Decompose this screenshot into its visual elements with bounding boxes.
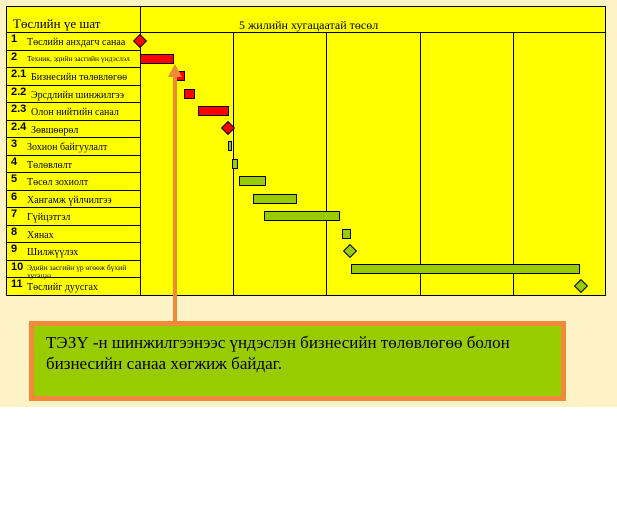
arrow-shaft	[173, 76, 177, 321]
gantt-bar	[228, 141, 233, 151]
gantt-chart	[6, 6, 606, 296]
row-divider	[7, 190, 140, 191]
period-divider	[326, 32, 327, 295]
row-number: 4	[11, 155, 18, 168]
row-number: 2.3	[11, 103, 27, 115]
callout-box	[29, 321, 566, 401]
row-label: Төлөвлөлт	[27, 159, 73, 171]
row-number: 8	[11, 225, 18, 238]
row-divider	[7, 67, 140, 68]
row-number: 2.4	[11, 120, 27, 133]
row-label: Олон нийтийн санал	[31, 107, 119, 118]
row-label: Техник, эдийн засгийн үндэслэл	[27, 53, 130, 63]
row-label: Зөвшөөрөл	[31, 124, 79, 136]
gantt-bar	[342, 229, 350, 239]
header-divider	[7, 32, 605, 33]
row-divider	[7, 207, 140, 208]
row-number: 9	[11, 243, 18, 255]
row-divider	[7, 172, 140, 173]
row-label: Бизнесийн төлөвлөгөө	[31, 72, 128, 83]
stage-column-divider	[140, 7, 141, 295]
row-label: Төсөл зохиолт	[27, 177, 89, 188]
row-label: Зохион байгуулалт	[27, 142, 108, 153]
row-label: Төслийг дуусгах	[27, 282, 98, 293]
row-number: 2.1	[11, 68, 27, 80]
row-divider	[7, 260, 140, 261]
timeline-header: 5 жилийн хугацаатай төсөл	[239, 18, 379, 32]
row-label: Эрсдлийн шинжилгээ	[31, 89, 125, 101]
row-label: Хангамж үйлчилгээ	[27, 194, 112, 206]
row-divider	[7, 225, 140, 226]
gantt-bar	[351, 264, 580, 274]
gantt-bar	[239, 176, 266, 186]
row-number: 1	[11, 33, 18, 45]
milestone-diamond	[343, 243, 357, 257]
row-label: Эдийн засгийн үр өгөөж бүхий хугацаа	[27, 263, 127, 280]
stage-column-header: Төслийн үе шат	[13, 16, 101, 31]
row-divider	[7, 85, 140, 86]
row-divider	[7, 295, 140, 296]
row-number: 5	[11, 173, 18, 185]
gantt-bar	[253, 194, 297, 204]
gantt-bar	[184, 89, 195, 99]
milestone-diamond	[574, 278, 588, 292]
row-divider	[7, 50, 140, 51]
row-label: Гүйцэтгэл	[27, 212, 71, 223]
row-number: 3	[11, 138, 18, 150]
row-number: 2.2	[11, 85, 27, 98]
row-number: 6	[11, 190, 18, 203]
row-label: Төслийн анхдагч санаа	[27, 37, 126, 48]
row-divider	[7, 242, 140, 243]
row-number: 11	[11, 278, 23, 290]
gantt-bar	[232, 159, 238, 169]
row-number: 2	[11, 50, 18, 63]
gantt-bar	[264, 211, 340, 221]
row-divider	[7, 120, 140, 121]
row-number: 7	[11, 208, 18, 220]
row-label: Хянах	[27, 229, 54, 241]
period-divider	[513, 32, 514, 295]
row-divider	[7, 102, 140, 103]
gantt-bar	[140, 54, 174, 64]
row-divider	[7, 155, 140, 156]
period-divider	[420, 32, 421, 295]
callout-text: ТЭЗҮ -н шинжилгээнээс үндэслэн бизнесийн төлөвлөгөө болон бизнесийн санаа хөгжиж байдаг.	[46, 333, 510, 373]
row-divider	[7, 137, 140, 138]
row-number: 10	[11, 260, 24, 273]
row-label: Шилжүүлэх	[27, 247, 79, 258]
gantt-bar	[198, 106, 229, 116]
